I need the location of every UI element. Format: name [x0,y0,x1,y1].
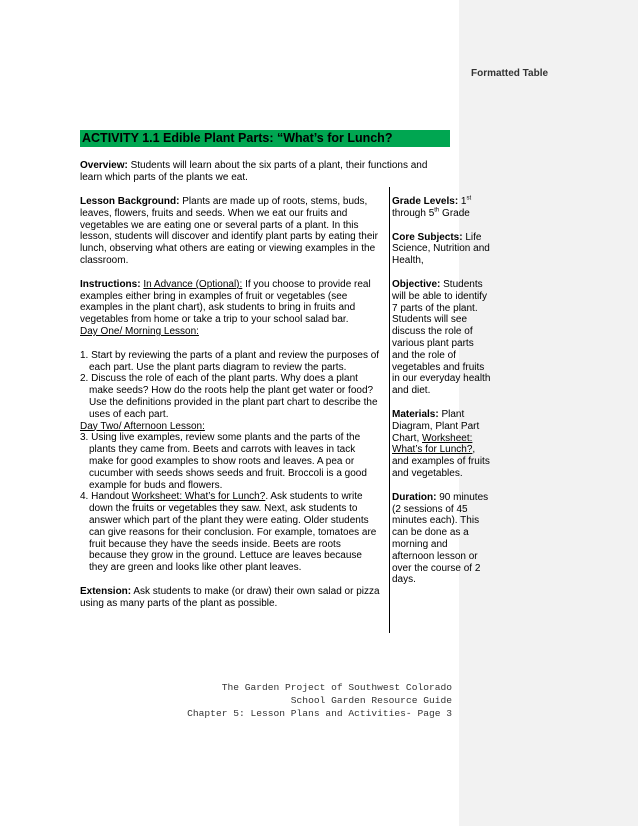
core-text: Life Science, Nutrition and Health, [392,231,490,267]
overview-text: Students will learn about the six parts of a plant, their functions and learn which parts of the plants we eat. [80,160,428,184]
extension [80,586,380,610]
steps-day-one [80,350,380,421]
info-sidebar-column [389,187,491,633]
instructions-label: Instructions: [80,278,141,290]
activity-title: ACTIVITY 1.1 Edible Plant Parts: “What’s for Lunch? [80,130,450,147]
step-1: 1. Start by reviewing the parts of a plant and review the purposes of each part. Use the plant parts diagram to review the parts. [80,349,380,373]
extension-label: Extension: [80,585,132,597]
step-4-post: . Ask students to write down the fruits or vegetables they saw. Next, ask students to answer which part of the plant they were eating. Older students can give reasons for their conclusion. For example, tomatoes are fruit because they have the seeds inside. Beets are roots because they grow in the ground. Lettuce are leaves because they are green and looks like other plant leaves. [89,491,377,574]
grade-label: Grade Levels: [392,196,459,207]
overview-label: Overview: [80,160,128,171]
steps-day-two [80,432,380,574]
objective-text: Students will be able to identify 7 parts of the plant. Students will see discuss the role of various plant parts and the role of vegetables and fruits in our everyday health and diet. [392,278,491,397]
footer-line-3: Chapter 5: Lesson Plans and Activities- Page 3 [187,708,452,719]
lesson-background-label: Lesson Background: [80,196,180,207]
grade-sup-1: st [466,195,472,202]
duration [392,492,491,586]
lesson-main-column [80,196,380,622]
day-two-heading: Day Two/ Afternoon Lesson: [80,420,205,432]
grade-text-b: through 5 [392,207,435,219]
materials-post: , and examples of fruits and vegetables. [392,444,490,479]
footer-line-2: School Garden Resource Guide [290,695,452,706]
grade-text-a: 1 [458,196,467,207]
duration-text: 90 minutes (2 sessions of 45 minutes each). This can be done as a morning and afternoon lesson or over the course of 2 days. [392,491,489,586]
objective [392,279,491,397]
extension-text: Ask students to make (or draw) their own salad or pizza using as many parts of the plant as possible. [80,585,380,609]
worksheet-link[interactable]: Worksheet: What’s for Lunch? [131,491,266,503]
day-one-heading: Day One/ Morning Lesson: [80,325,199,337]
objective-label: Objective: [392,278,441,290]
step-3: 3. Using live examples, review some plants and the parts of the plants they came from. Beets and carrots with leaves in tack make for good examples to show roots and leaves. A pea or cucumber with seeds shows seeds and fruit. Broccoli is a good example for buds and flowers. [80,432,367,491]
core-label: Core Subjects: [392,231,463,243]
grade-levels [392,196,491,220]
formatted-table-label: Formatted Table [471,68,549,79]
instructions [80,279,380,338]
grade-text-c: Grade [439,207,470,219]
lesson-background-text: Plants are made up of roots, stems, buds, leaves, flowers, fruits and seeds. When we eat our fruits and vegetables we are eating one or several parts of a plant. In this lesson, students will discover and identify plant parts by eating their lunch, observing what others are eating or viewing examples in the classroom. [80,196,378,266]
duration-label: Duration: [392,491,437,503]
materials-label: Materials: [392,408,439,420]
grade-sup-2: th [434,207,440,214]
overview [80,160,450,184]
step-4 [80,491,380,574]
advance-text: If you choose to provide real examples either bring in examples of fruit or vegetables (see examples in the plant chart), ask students to bring in fruits and vegetables from home or take a trip to your school salad bar. [80,278,371,326]
footer-line-1: The Garden Project of Southwest Colorado [221,682,452,693]
materials [392,409,491,480]
step-2: 2. Discuss the role of each of the plant parts. Why does a plant make seeds? How do the roots help the plant get water or food? Use the definitions provided in the plant part chart to describe the uses of each part. [80,373,378,420]
lesson-background [80,196,380,267]
advance-label: In Advance (Optional): [143,278,243,290]
step-4-pre: 4. Handout [80,491,132,503]
materials-pre: Plant Diagram, Plant Part Chart, [392,408,480,444]
page-footer [170,681,452,720]
materials-worksheet-link[interactable]: Worksheet: What’s for Lunch? [392,432,473,456]
core-subjects [392,232,491,267]
